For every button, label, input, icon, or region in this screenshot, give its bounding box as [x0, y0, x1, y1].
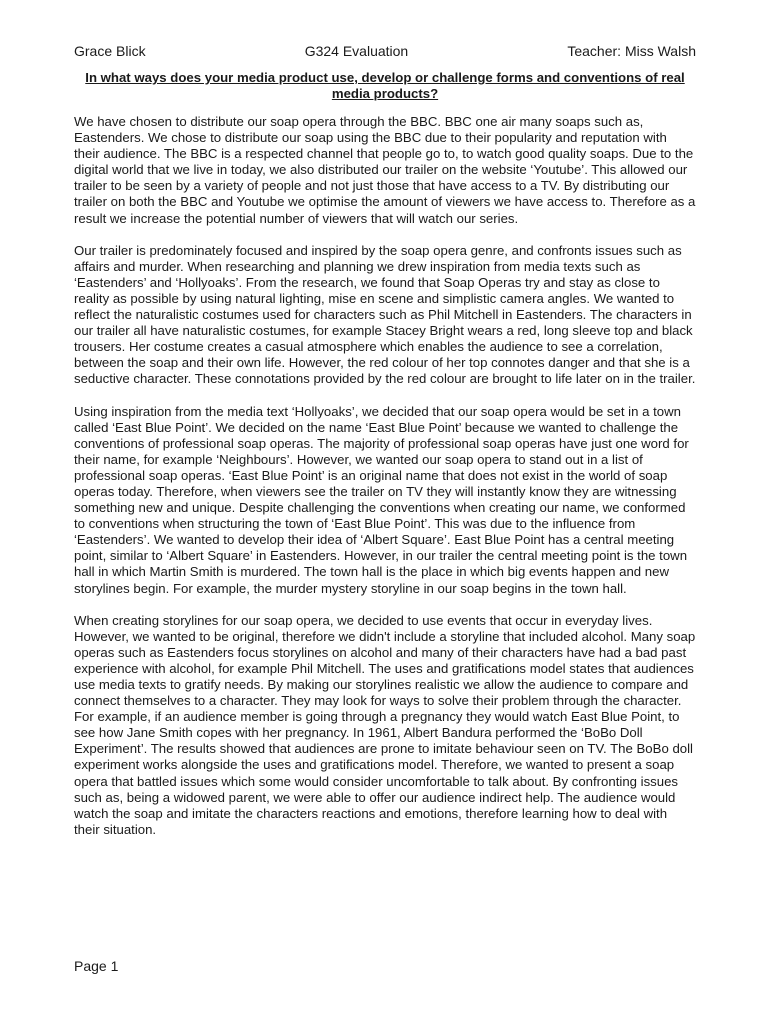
paragraph-genre-conventions: Our trailer is predominately focused and inspired by the soap opera genre, and confronts issues such as affairs and murder. When researching and planning we drew inspiration from media texts such as ‘Eastenders’ and ‘Hollyoaks’. From the research, we found that Soap Operas try and stay as close to reality as possible by using natural lighting, mise en scene and simplistic camera angles. We wanted to reflect the naturalistic costumes used for characters such as Phil Mitchell in Eastenders. The characters in our trailer all have naturalistic costumes, for example Stacey Bright wears a red, long sleeve top and black trousers. Her costume creates a casual atmosphere which enables the audience to see a correlation, between the soap and their own life. However, the red colour of her top connotes danger and that she is a seductive character. These connotations provided by the red colour are brought to life later on in the trailer. [74, 242, 696, 387]
document-page [74, 42, 696, 854]
paragraph-distribution: We have chosen to distribute our soap opera through the BBC. BBC one air many soaps such as, Eastenders. We chose to distribute our soap using the BBC due to their popularity and reputation with their audience. The BBC is a respected channel that people go to, to watch good quality soaps. Due to the digital world that we live in today, we also distributed our trailer on the website ‘Youtube’. This allowed our trailer to be seen by a variety of people and not just those that have access to a TV. By distributing our trailer on both the BBC and Youtube we optimise the amount of viewers we have access to. Therefore as a result we increase the potential number of viewers that will watch our series. [74, 114, 696, 226]
paragraph-setting-name: Using inspiration from the media text ‘Hollyoaks’, we decided that our soap opera would be set in a town called ‘East Blue Point’. We decided on the name ‘East Blue Point’ because we wanted to challenge the conventions of professional soap operas. The majority of professional soap operas have just one word for their name, for example ‘Neighbours’. However, we wanted our soap opera to stand out in a list of professional soap operas. ‘East Blue Point’ is an original name that does not exist in the world of soap operas today. Therefore, when viewers see the trailer on TV they will instantly know they are witnessing something new and unique. Despite challenging the conventions when creating our name, we conformed to conventions when structuring the town of ‘East Blue Point’. This was due to the influence from ‘Eastenders’. We wanted to develop their idea of ‘Albert Square’. East Blue Point has a central meeting point, similar to ‘Albert Square’ in Eastenders. However, in our trailer the central meeting point is the town hall in which Martin Smith is murdered. The town hall is the place in which big events happen and new storylines begin. For example, the murder mystery storyline in our soap begins in the town hall. [74, 403, 689, 596]
paragraph-storylines: When creating storylines for our soap opera, we decided to use events that occur in everyday lives. However, we wanted to be original, therefore we didn't include a storyline that included alcohol. Many soap operas such as Eastenders focus storylines on alcohol and many of their characters have had a bad past experience with alcohol, for example Phil Mitchell. The uses and gratifications model states that audiences use media texts to gratify needs. By making our storylines realistic we allow the audience to compare and connect themselves to a character. They may look for ways to solve their problem through the character. For example, if an audience member is going through a pregnancy they would watch East Blue Point, to see how Jane Smith copes with her pregnancy. In 1961, Albert Bandura performed the ‘BoBo Doll Experiment’. The results showed that audiences are prone to imitate behaviour seen on TV. The BoBo doll experiment works alongside the uses and gratifications model. Therefore, we wanted to present a soap opera that battled issues which some would consider uncomfortable to talk about. By confronting issues such as, being a widowed parent, we were able to offer our audience indirect help. The audience would watch the soap and imitate the characters reactions and emotions, therefore learning how to deal with their situation. [74, 612, 696, 837]
page-header [74, 42, 696, 60]
page-number: Page 1 [74, 958, 119, 974]
author-name: Grace Blick [74, 43, 146, 59]
course-code: G324 Evaluation [304, 43, 409, 59]
evaluation-question-title: In what ways does your media product use, develop or challenge forms and conventions of real media products? [85, 70, 685, 101]
teacher-name: Teacher: Miss Walsh [567, 43, 696, 59]
